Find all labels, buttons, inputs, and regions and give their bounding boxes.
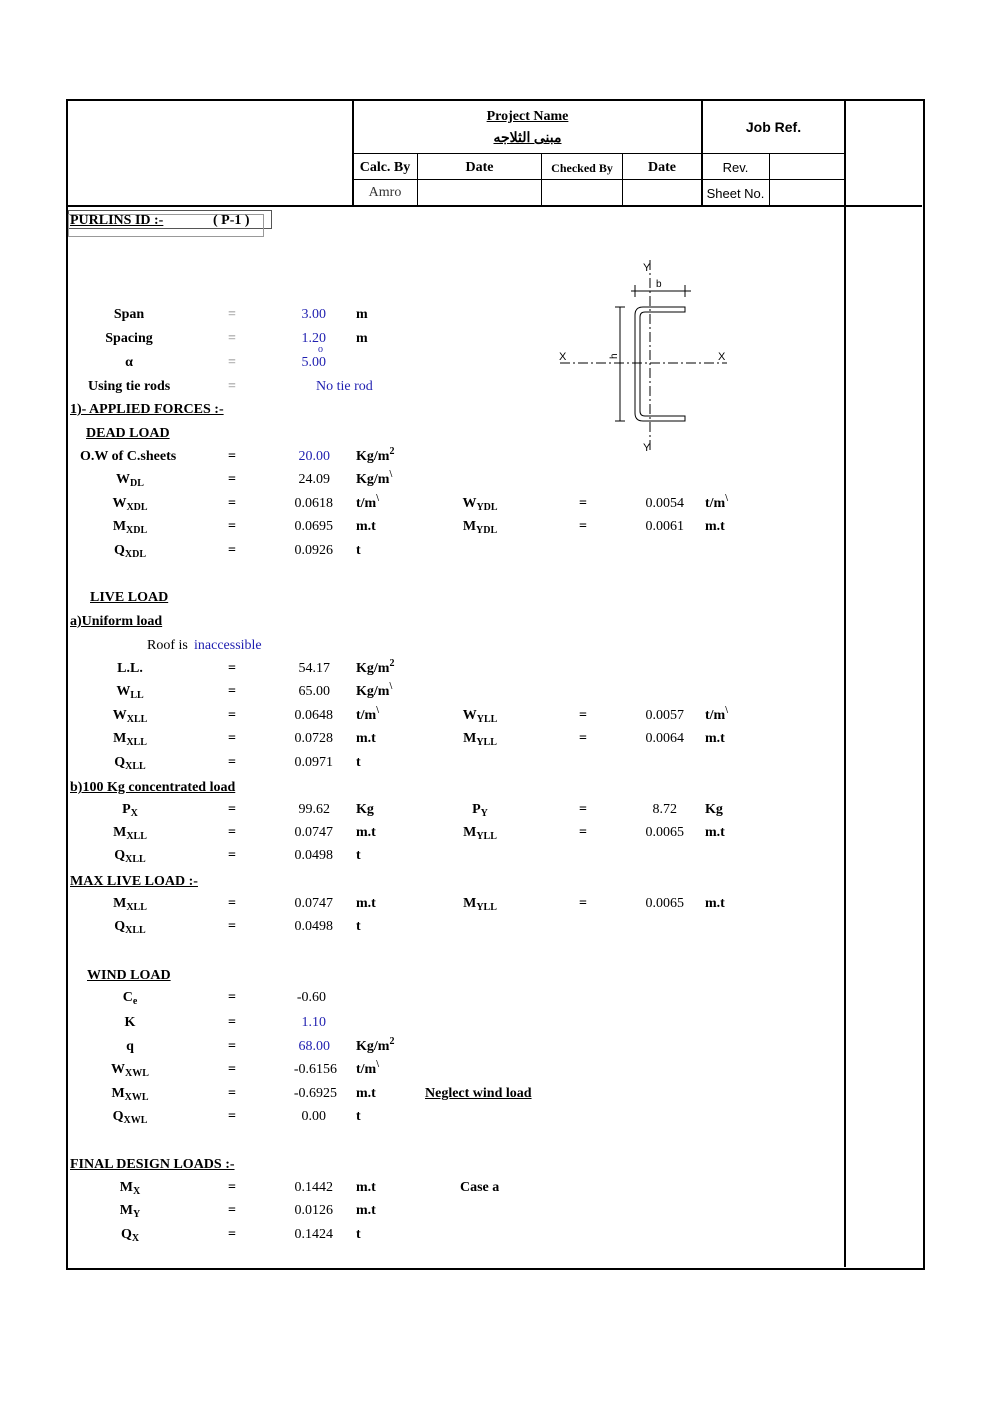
- wyll-value: 0.0057: [645, 708, 684, 723]
- y-axis-label-top: Y: [643, 262, 651, 274]
- q-label: q: [126, 1039, 134, 1054]
- eq: =: [579, 708, 587, 723]
- qxll3-value: 0.0498: [294, 919, 333, 934]
- eq: =: [228, 755, 236, 770]
- alpha-value: 5.00: [301, 355, 326, 370]
- qx-value: 0.1424: [294, 1227, 333, 1242]
- eq: =: [228, 825, 236, 840]
- qxll2-unit: t: [356, 848, 361, 863]
- wll-value: 65.00: [298, 684, 330, 699]
- ow-unit: $Kg/m^2$: [356, 446, 395, 464]
- mxwl-unit: m.t: [356, 1086, 376, 1101]
- mx-value: 0.1442: [294, 1180, 333, 1195]
- eq: =: [228, 379, 236, 394]
- mxdl-unit: m.t: [356, 519, 376, 534]
- mxll2-unit: m.t: [356, 825, 376, 840]
- qxdl-unit: t: [356, 543, 361, 558]
- y-axis-label-bottom: Y: [643, 442, 651, 454]
- wydl-label: $W_{YDL}$: [462, 496, 498, 513]
- ll-label: L.L.: [117, 661, 143, 676]
- eq: =: [228, 919, 236, 934]
- q-unit: $Kg/m^2$: [356, 1036, 395, 1054]
- date-label: Date: [465, 160, 494, 175]
- eq: =: [228, 519, 236, 534]
- final-design-title: FINAL DESIGN LOADS :-: [70, 1157, 235, 1172]
- project-name-value: مبنى الثلاجه: [493, 131, 562, 146]
- myll-unit: m.t: [705, 731, 725, 746]
- myll3-label: $M_{YLL}$: [463, 896, 497, 913]
- rev-label: Rev.: [722, 160, 749, 175]
- qx-label: $Q_X$: [120, 1227, 140, 1244]
- eq: =: [228, 802, 236, 817]
- spacing-value: 1.20: [301, 331, 326, 346]
- wll-unit: Kg/m\: [356, 681, 393, 699]
- calc-by-label: Calc. By: [359, 160, 411, 175]
- eq: =: [228, 1203, 236, 1218]
- divider: [844, 100, 846, 1267]
- eq: =: [579, 802, 587, 817]
- eq: =: [228, 307, 236, 322]
- divider: [353, 153, 845, 154]
- mxll-label: $M_{XLL}$: [113, 731, 147, 748]
- my-unit: m.t: [356, 1203, 376, 1218]
- wxll-label: $W_{XLL}$: [112, 708, 148, 725]
- px-unit: Kg: [356, 802, 374, 817]
- ll-value: 54.17: [298, 661, 330, 676]
- tie-rods-value: No tie rod: [316, 379, 373, 394]
- mxll-unit: m.t: [356, 731, 376, 746]
- k-value: 1.10: [301, 1015, 326, 1030]
- project-name-label: Project Name: [486, 109, 569, 124]
- myll-value: 0.0064: [645, 731, 684, 746]
- mxdl-value: 0.0695: [294, 519, 333, 534]
- myll2-value: 0.0065: [645, 825, 684, 840]
- wxwl-unit: t/m\: [356, 1059, 379, 1077]
- eq: =: [228, 543, 236, 558]
- wyll-unit: t/m\: [705, 705, 728, 723]
- eq: =: [228, 684, 236, 699]
- qxll-value: 0.0971: [294, 755, 333, 770]
- q-value: 68.00: [298, 1039, 330, 1054]
- eq: =: [228, 1227, 236, 1242]
- qxll2-label: $Q_{XLL}$: [114, 848, 146, 865]
- spacing-unit: m: [356, 331, 368, 346]
- eq: =: [228, 848, 236, 863]
- mx-label: $M_X$: [119, 1180, 141, 1197]
- mxwl-value: -0.6925: [293, 1086, 337, 1101]
- roof-is-label: Roof is: [147, 638, 188, 653]
- wdl-label: $W_{DL}$: [116, 472, 144, 489]
- wll-label: $W_{LL}$: [116, 684, 144, 701]
- eq: =: [228, 1086, 236, 1101]
- job-ref-label: Job Ref.: [745, 119, 802, 135]
- myll-label: $M_{YLL}$: [463, 731, 497, 748]
- wxll-unit: t/m\: [356, 705, 379, 723]
- eq: =: [579, 496, 587, 511]
- eq: =: [228, 708, 236, 723]
- wxll-value: 0.0648: [294, 708, 333, 723]
- divider: [769, 154, 770, 206]
- eq: =: [228, 496, 236, 511]
- eq: =: [228, 731, 236, 746]
- mxll3-value: 0.0747: [294, 896, 333, 911]
- b-label: b: [656, 279, 662, 290]
- wxdl-unit: t/m\: [356, 493, 379, 511]
- mxwl-label: $M_{XWL}$: [111, 1086, 149, 1103]
- eq: =: [228, 1062, 236, 1077]
- span-label: Span: [113, 307, 145, 322]
- concentrated-load-title: b)100 Kg concentrated load: [70, 780, 236, 795]
- ce-value: -0.60: [296, 990, 326, 1005]
- qx-unit: t: [356, 1227, 361, 1242]
- qxll2-value: 0.0498: [294, 848, 333, 863]
- eq: =: [228, 1180, 236, 1195]
- wydl-unit: t/m\: [705, 493, 728, 511]
- divider: [67, 205, 922, 207]
- wxdl-value: 0.0618: [294, 496, 333, 511]
- tie-rods-label: Using tie rods: [88, 379, 171, 394]
- qxwl-label: $Q_{XWL}$: [112, 1109, 148, 1126]
- qxll-label: $Q_{XLL}$: [114, 755, 146, 772]
- ow-label: O.W of C.sheets: [80, 449, 177, 464]
- wind-load-title: WIND LOAD: [87, 968, 171, 983]
- neglect-wind-note: Neglect wind load: [425, 1086, 532, 1101]
- calc-by-value: Amro: [368, 185, 402, 200]
- eq: =: [579, 519, 587, 534]
- wydl-value: 0.0054: [645, 496, 684, 511]
- eq: =: [228, 1015, 236, 1030]
- max-live-load-title: MAX LIVE LOAD :-: [70, 874, 198, 889]
- qxdl-label: $Q_{XDL}$: [113, 543, 146, 560]
- sheet-no-label: Sheet No.: [706, 186, 765, 201]
- qxwl-value: 0.00: [301, 1109, 326, 1124]
- my-label: $M_Y$: [119, 1203, 141, 1220]
- eq: =: [228, 472, 236, 487]
- span-value: 3.00: [301, 307, 326, 322]
- myll2-unit: m.t: [705, 825, 725, 840]
- purlins-id-label: PURLINS ID :-: [70, 213, 164, 228]
- spacing-label: Spacing: [105, 331, 153, 346]
- eq: =: [579, 731, 587, 746]
- eq: =: [228, 331, 236, 346]
- k-label: K: [124, 1015, 136, 1030]
- mxll2-label: $M_{XLL}$: [113, 825, 147, 842]
- mxdl-label: $M_{XDL}$: [112, 519, 148, 536]
- live-load-title: LIVE LOAD: [90, 590, 169, 605]
- applied-forces-title: 1)- APPLIED FORCES :-: [70, 402, 224, 417]
- mxll3-label: $M_{XLL}$: [113, 896, 147, 913]
- c-section-diagram: [555, 255, 735, 455]
- px-label: $P_X$: [122, 802, 138, 819]
- qxll3-label: $Q_{XLL}$: [114, 919, 146, 936]
- ow-value: 20.00: [298, 449, 330, 464]
- mxll3-unit: m.t: [356, 896, 376, 911]
- h-label: h: [609, 353, 620, 359]
- wxwl-value: -0.6156: [293, 1062, 337, 1077]
- alpha-label: α: [125, 355, 133, 370]
- wyll-label: $W_{YLL}$: [462, 708, 498, 725]
- mxll-value: 0.0728: [294, 731, 333, 746]
- roof-access-value: inaccessible: [194, 638, 262, 653]
- eq: =: [228, 449, 236, 464]
- myll3-value: 0.0065: [645, 896, 684, 911]
- myll3-unit: m.t: [705, 896, 725, 911]
- channel-profile: [635, 307, 685, 421]
- eq: =: [228, 661, 236, 676]
- eq: =: [228, 1039, 236, 1054]
- mxll2-value: 0.0747: [294, 825, 333, 840]
- py-label: $P_Y$: [472, 802, 488, 819]
- qxwl-unit: t: [356, 1109, 361, 1124]
- wdl-unit: Kg/m\: [356, 469, 393, 487]
- px-value: 99.62: [298, 802, 330, 817]
- purlins-id-value: ( P-1 ): [213, 213, 250, 228]
- uniform-load-title: a)Uniform load: [70, 614, 163, 629]
- mydl-unit: m.t: [705, 519, 725, 534]
- wxdl-label: $W_{XDL}$: [112, 496, 148, 513]
- ll-unit: $Kg/m^2$: [356, 658, 395, 676]
- eq: =: [228, 990, 236, 1005]
- eq: =: [579, 896, 587, 911]
- py-unit: Kg: [705, 802, 723, 817]
- mydl-label: $M_{YDL}$: [462, 519, 498, 536]
- span-unit: m: [356, 307, 368, 322]
- eq: =: [228, 896, 236, 911]
- date2-label: Date: [648, 160, 676, 175]
- ce-label: $C_e$: [122, 990, 138, 1007]
- x-axis-label-right: X: [718, 351, 726, 363]
- mx-unit: m.t: [356, 1180, 376, 1195]
- eq: =: [579, 825, 587, 840]
- mydl-value: 0.0061: [645, 519, 684, 534]
- qxdl-value: 0.0926: [294, 543, 333, 558]
- eq: =: [228, 1109, 236, 1124]
- dead-load-title: DEAD LOAD: [86, 426, 170, 441]
- my-value: 0.0126: [294, 1203, 333, 1218]
- qxll3-unit: t: [356, 919, 361, 934]
- qxll-unit: t: [356, 755, 361, 770]
- case-label: Case a: [460, 1180, 500, 1195]
- degree-symbol: o: [318, 344, 323, 355]
- checked-by-label: Checked By: [551, 161, 613, 175]
- wdl-value: 24.09: [298, 472, 330, 487]
- myll2-label: $M_{YLL}$: [463, 825, 497, 842]
- x-axis-label-left: X: [559, 351, 567, 363]
- py-value: 8.72: [652, 802, 677, 817]
- divider: [353, 179, 845, 180]
- wxwl-label: $W_{XWL}$: [111, 1062, 149, 1079]
- eq: =: [228, 355, 236, 370]
